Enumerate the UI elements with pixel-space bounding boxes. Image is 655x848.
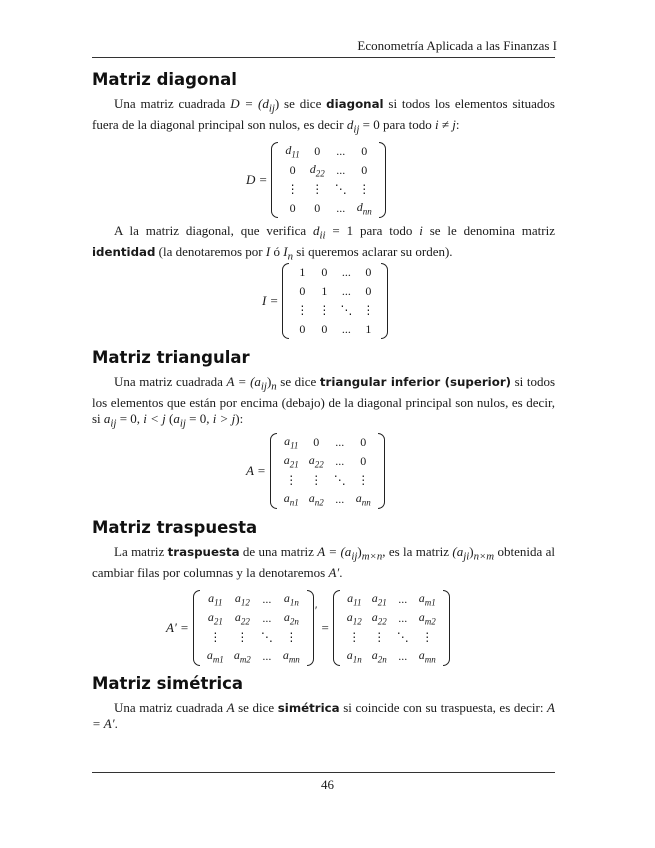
matrix-a-triangular-row	[279, 490, 376, 509]
matrix-a-transposed-cell: ⋮	[373, 630, 386, 644]
matrix-a-original-cell: ...	[262, 649, 272, 663]
matrix-a-triangular-cell: $a_{n2}$	[308, 491, 324, 508]
matrix-identity-cell: ⋱	[340, 303, 353, 317]
matrix-d-cell: 0	[289, 163, 296, 177]
matrix-a-triangular-cell: ⋮	[285, 473, 298, 487]
matrix-a-triangular-cell: $a_{nn}$	[355, 491, 371, 508]
matrix-a-original-cell: ...	[262, 592, 272, 606]
footer-rule	[92, 772, 555, 773]
matrix-a-transposed-cell: $a_{m1}$	[418, 591, 436, 608]
matrix-d-row	[280, 180, 376, 199]
matrix-d-cell: $d_{nn}$	[356, 200, 372, 217]
matrix-a-original-cell: ⋮	[285, 630, 298, 644]
matrix-identity-cell: 1	[299, 265, 306, 279]
matrix-identity-cell: ⋮	[296, 303, 309, 317]
matrix-a-original-row	[202, 590, 305, 609]
matrix-a-original-cell: $a_{21}$	[207, 610, 223, 627]
matrix-a-triangular-row	[279, 452, 376, 471]
paragraph-symmetric-definition: Una matriz cuadrada A se dice simétrica si coincide con su traspuesta, es decir: A = A′.	[92, 700, 555, 732]
matrix-d-cell: 0	[361, 144, 368, 158]
matrix-a-transposed-cell: $a_{12}$	[346, 610, 362, 627]
matrix-a-original-cell: $a_{1n}$	[283, 591, 299, 608]
matrix-identity-cell: 0	[321, 322, 328, 336]
matrix-identity-cell: 0	[321, 265, 328, 279]
matrix-a-triangular-row	[279, 433, 376, 452]
matrix-a-triangular-row	[279, 471, 376, 490]
matrix-a-original-cell: $a_{m2}$	[233, 648, 251, 665]
matrix-a-triangular-cell: ⋱	[333, 473, 346, 487]
matrix-a-transposed-cell: $a_{1n}$	[346, 648, 362, 665]
matrix-d-cell: 0	[314, 201, 321, 215]
matrix-a-transposed-cell: ⋮	[348, 630, 361, 644]
matrix-a-transposed-cell: $a_{2n}$	[371, 648, 387, 665]
matrix-a-transposed-cell: ...	[398, 611, 408, 625]
matrix-a-triangular-cell: $a_{22}$	[308, 453, 324, 470]
matrix-d-cell: ⋮	[358, 182, 371, 196]
equation-diagonal-matrix: D = $d_{11}$ 0 ... 0 0 $d_{22}$ ... 0 ⋮ ⋮ ⋱ ⋮ 0 0 ... $d_{nn}$	[246, 142, 386, 218]
matrix-identity-row	[291, 282, 379, 301]
matrix-identity-cell: 0	[365, 265, 372, 279]
matrix-identity-cell: 1	[365, 322, 372, 336]
matrix-a-original-cell: $a_{m1}$	[206, 648, 224, 665]
matrix-identity-cell: 1	[321, 284, 328, 298]
matrix-a-transposed-cell: ⋮	[421, 630, 434, 644]
equation-identity-matrix: I = 1 0 ... 0 0 1 ... 0 ⋮ ⋮ ⋱ ⋮ 0 0 ... 1	[262, 263, 388, 339]
matrix-a-transposed-cell: $a_{22}$	[371, 610, 387, 627]
matrix-a-triangular-cell: $a_{n1}$	[283, 491, 299, 508]
matrix-identity-cell: 0	[299, 284, 306, 298]
matrix-a-original-cell: ...	[262, 611, 272, 625]
matrix-a-original-cell: $a_{11}$	[208, 591, 223, 608]
matrix-a-transposed-cell: ⋱	[396, 630, 409, 644]
matrix-a-transposed-cell: $a_{11}$	[347, 591, 362, 608]
matrix-a-original-row	[202, 647, 305, 666]
matrix-d-cell: 0	[361, 163, 368, 177]
matrix-a-original-cell: $a_{22}$	[234, 610, 250, 627]
matrix-a-transposed-row	[342, 590, 441, 609]
section-title-diagonal: Matriz diagonal	[92, 70, 237, 89]
matrix-a-transposed-cell: $a_{21}$	[371, 591, 387, 608]
matrix-a-triangular-cell: ...	[335, 435, 345, 449]
matrix-a-transposed-row	[342, 609, 441, 628]
matrix-a-original-cell: ⋱	[260, 630, 273, 644]
matrix-d-row	[280, 142, 376, 161]
matrix-a-original-cell: ⋮	[236, 630, 249, 644]
running-header: Econometría Aplicada a las Finanzas I	[357, 38, 557, 53]
matrix-d-row	[280, 199, 376, 218]
matrix-a-triangular-cell: ...	[335, 492, 345, 506]
matrix-a-triangular-cell: $a_{11}$	[284, 434, 299, 451]
matrix-a-transposed-cell: $a_{m2}$	[418, 610, 436, 627]
matrix-a-original-cell: $a_{mn}$	[282, 648, 300, 665]
matrix-identity-cell: 0	[299, 322, 306, 336]
matrix-a-triangular	[270, 433, 385, 509]
matrix-identity	[282, 263, 388, 339]
matrix-d-cell: $d_{11}$	[285, 143, 300, 160]
matrix-d-cell: 0	[314, 144, 321, 158]
matrix-d-cell: ⋮	[286, 182, 299, 196]
matrix-a-triangular-cell: ⋮	[310, 473, 323, 487]
matrix-identity-cell: ...	[341, 265, 351, 279]
matrix-identity-cell: ⋮	[362, 303, 375, 317]
matrix-d-cell: ⋱	[334, 182, 347, 196]
matrix-d-row	[280, 161, 376, 180]
matrix-d-cell: ...	[336, 201, 346, 215]
matrix-identity-row	[291, 301, 379, 320]
matrix-identity-row	[291, 320, 379, 339]
section-title-simetrica: Matriz simétrica	[92, 674, 244, 693]
matrix-a-original-cell: $a_{2n}$	[283, 610, 299, 627]
matrix-d-cell: ...	[336, 163, 346, 177]
matrix-identity-cell: ⋮	[318, 303, 331, 317]
paragraph-diagonal-definition: Una matriz cuadrada $D = (d_{ij})$ se dice diagonal si todos los elementos situados fuera de la diagonal principal son nulos, es decir $d_{ij} = 0$ para todo i ≠ j:	[92, 96, 555, 136]
paragraph-transpose-definition: La matriz traspuesta de una matriz $A = (a_{ij})_{m\times n}$, es la matriz $(a_{ji})_{n\times m}$ obtenida al cambiar filas por columnas y la denotaremos A′.	[92, 544, 555, 580]
matrix-a-original	[193, 590, 314, 666]
matrix-a-transposed-cell: $a_{mn}$	[418, 648, 436, 665]
matrix-identity-cell: ...	[341, 322, 351, 336]
matrix-a-original-cell: ⋮	[209, 630, 222, 644]
matrix-d-cell: ...	[336, 144, 346, 158]
equation-transpose: A′ = $a_{11}$ $a_{12}$ ... $a_{1n}$ $a_{21}$ $a_{22}$ ... $a_{2n}$ ⋮ ⋮ ⋱ ⋮ $a_{m1}$ $a_{m2}$ ... $a_{mn}$ ′ = $a_{11}$ $a_{21}$ ... $a_{m1}$ $a_{12}$ $a_{22}$ ... $a_{m2}$ ⋮ ⋮ ⋱ ⋮ $a_{1n}$ $a_{2n}$ ... $a_{mn}$	[166, 590, 450, 666]
matrix-identity-row	[291, 263, 379, 282]
matrix-d-cell: 0	[289, 201, 296, 215]
section-title-traspuesta: Matriz traspuesta	[92, 518, 258, 537]
matrix-d-cell: ⋮	[311, 182, 324, 196]
matrix-a-transposed-row	[342, 647, 441, 666]
section-title-triangular: Matriz triangular	[92, 348, 250, 367]
matrix-a-transposed-row	[342, 628, 441, 647]
matrix-a-transposed-cell: ...	[398, 649, 408, 663]
matrix-a-triangular-cell: 0	[360, 435, 367, 449]
matrix-a-triangular-cell: ⋮	[357, 473, 370, 487]
matrix-a-triangular-cell: 0	[313, 435, 320, 449]
page-number: 46	[321, 777, 334, 792]
matrix-a-original-row	[202, 609, 305, 628]
matrix-a-triangular-cell: 0	[360, 454, 367, 468]
matrix-a-triangular-cell: ...	[335, 454, 345, 468]
matrix-d-cell: $d_{22}$	[309, 162, 325, 179]
matrix-d	[271, 142, 385, 218]
matrix-a-transposed	[333, 590, 450, 666]
matrix-a-triangular-cell: $a_{21}$	[283, 453, 299, 470]
matrix-a-original-cell: $a_{12}$	[234, 591, 250, 608]
matrix-identity-cell: 0	[365, 284, 372, 298]
equation-triangular-matrix: A = $a_{11}$ 0 ... 0 $a_{21}$ $a_{22}$ ... 0 ⋮ ⋮ ⋱ ⋮ $a_{n1}$ $a_{n2}$ ... $a_{nn}$	[246, 433, 385, 509]
header-rule	[92, 57, 555, 58]
paragraph-triangular-definition: Una matriz cuadrada $A = (a_{ij})_n$ se dice triangular inferior (superior) si todos los elementos que están por encima (debajo) de la diagonal principal son nulos, es decir, si $a_{ij} = 0$, i < j ($a_{ij} = 0$, i > j):	[92, 374, 555, 430]
paragraph-identity-definition: A la matriz diagonal, que verifica $d_{ii} = 1$ para todo i se le denomina matriz identidad (la denotaremos por I ó $I_n$ si queremos aclarar su orden).	[92, 223, 556, 263]
matrix-a-transposed-cell: ...	[398, 592, 408, 606]
matrix-identity-cell: ...	[341, 284, 351, 298]
matrix-a-original-row	[202, 628, 305, 647]
